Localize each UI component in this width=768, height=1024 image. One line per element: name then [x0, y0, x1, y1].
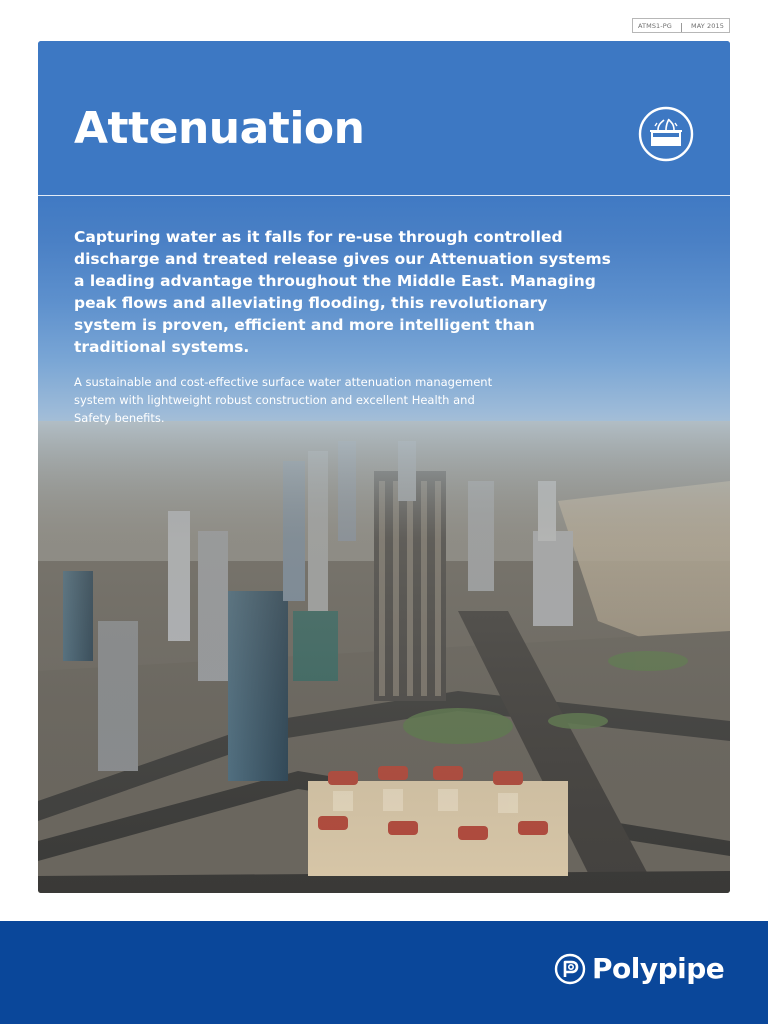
- polypipe-logo-icon: [554, 953, 586, 985]
- document-reference: ATMS1-PG: [638, 21, 672, 30]
- brand-name: Polypipe: [592, 952, 725, 985]
- page-title: Attenuation: [74, 103, 365, 154]
- brand-logo: [554, 952, 724, 985]
- sub-paragraph: A sustainable and cost-effective surface water attenuation management system with lightweight robust construction and excellent Health and Safety benefits.: [74, 375, 493, 425]
- document-code-box: [632, 18, 730, 33]
- lead-paragraph: Capturing water as it falls for re-use through controlled discharge and treated release gives our Attenuation systems a leading advantage throughout the Middle East. Managing peak flows and alleviating flooding, this revolutionary system is proven, efficient and more intelligent than traditional systems.: [74, 228, 611, 356]
- water-tank-icon: [638, 106, 694, 162]
- hero-divider-line: [38, 195, 730, 196]
- city-skyline-image: [38, 421, 730, 893]
- document-code-divider: [681, 23, 682, 32]
- document-date: MAY 2015: [691, 21, 724, 30]
- hero-panel: [38, 41, 730, 893]
